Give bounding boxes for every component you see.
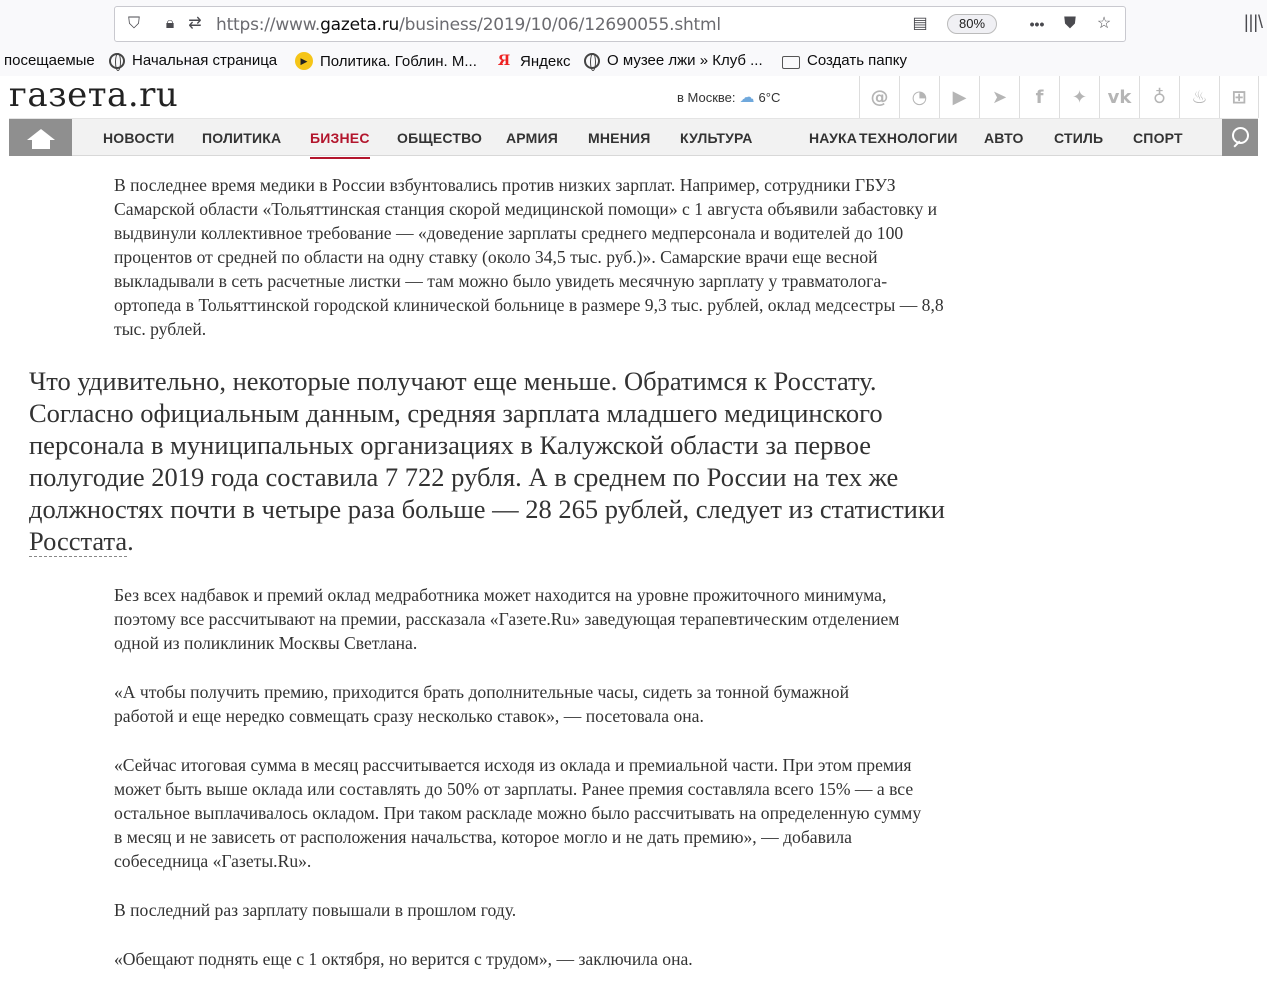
globe-icon bbox=[109, 53, 125, 69]
nav-army[interactable]: АРМИЯ bbox=[506, 130, 559, 146]
pullquote-text: Что удивительно, некоторые получают еще меньше. Обратимся к Росстату. Согласно официальным данным, средняя зарплата младшего медицинского персонала в муниципальных организациях в Калужской области за первое полугодие 2019 года составила 7 722 рубля. А в среднем по России на тех же должностях почти в четыре раза больше — 28 265 рублей, следует из статистики bbox=[29, 366, 945, 524]
rosstat-link[interactable]: Росстата bbox=[29, 526, 128, 556]
nav-business[interactable]: БИЗНЕС bbox=[310, 130, 370, 146]
bookmark-star-icon[interactable]: ☆ bbox=[1096, 15, 1112, 32]
bookmark-label: посещаемые bbox=[4, 52, 95, 69]
youtube-icon[interactable]: ▶ bbox=[939, 76, 979, 118]
weather-label: в Москве: bbox=[677, 90, 736, 105]
weather-widget[interactable] bbox=[677, 88, 780, 106]
bookmark-label: Яндекс bbox=[520, 52, 571, 70]
main-nav bbox=[9, 118, 1258, 156]
article-pullquote bbox=[29, 365, 949, 557]
cloud-icon: ☁ bbox=[739, 89, 755, 106]
nav-news[interactable]: НОВОСТИ bbox=[103, 130, 175, 146]
nav-culture[interactable]: КУЛЬТУРА bbox=[680, 130, 753, 146]
facebook-icon[interactable]: f bbox=[1019, 76, 1059, 118]
bookmark-most-visited[interactable] bbox=[4, 52, 95, 69]
odnoklassniki-icon[interactable]: ♁ bbox=[1139, 76, 1179, 118]
home-button[interactable] bbox=[9, 119, 72, 156]
search-button[interactable] bbox=[1222, 119, 1258, 156]
zoom-indicator[interactable]: 80% bbox=[947, 14, 997, 34]
article-paragraph: «Сейчас итоговая сумма в месяц рассчитывается исходя из оклада и премиальной части. При этом премия может быть выше оклада или составлять до 50% от зарплаты. Ранее премия составляла всего 15% — а все остальное выплачивалось окладом. При таком раскладе можно было рассчитывать на определенную сумму в месяц и не зависеть от расположения начальства, которое могло и не дать премию», — добавила собеседница «Газеты.Ru». bbox=[114, 755, 922, 871]
tracking-protection-icon[interactable]: ⛉ bbox=[127, 15, 140, 32]
permissions-icon[interactable]: ⇄ bbox=[188, 15, 202, 32]
nav-technology[interactable]: ТЕХНОЛОГИИ bbox=[859, 130, 958, 146]
play-icon: ▶ bbox=[295, 52, 313, 70]
bookmarks-toolbar bbox=[0, 48, 1267, 74]
nav-style[interactable]: СТИЛЬ bbox=[1054, 130, 1104, 146]
bookmark-home[interactable] bbox=[109, 52, 277, 69]
address-bar[interactable] bbox=[114, 6, 1126, 42]
plus-icon[interactable]: ⊞ bbox=[1219, 76, 1259, 118]
nav-society[interactable]: ОБЩЕСТВО bbox=[397, 130, 483, 146]
social-links bbox=[859, 76, 1259, 118]
browser-chrome bbox=[0, 0, 1267, 76]
folder-icon bbox=[782, 56, 800, 69]
rss-icon[interactable]: ◔ bbox=[899, 76, 939, 118]
page-actions-icon[interactable]: ••• bbox=[1029, 16, 1045, 32]
vk-icon[interactable]: vk bbox=[1099, 76, 1139, 118]
bookmark-label: Создать папку bbox=[807, 52, 907, 69]
bookmark-label: Политика. Гоблин. М... bbox=[320, 52, 477, 70]
pocket-icon[interactable]: ⛊ bbox=[1063, 15, 1076, 32]
bookmark-museum[interactable] bbox=[584, 52, 763, 69]
yandex-icon: Я bbox=[497, 53, 511, 69]
bookmark-label: О музее лжи » Клуб ... bbox=[607, 52, 763, 69]
site-header bbox=[0, 76, 1267, 118]
nav-politics[interactable]: ПОЛИТИКА bbox=[202, 130, 282, 146]
article-paragraph: В последний раз зарплату повышали в прошлом году. bbox=[114, 900, 517, 920]
nav-auto[interactable]: АВТО bbox=[984, 130, 1024, 146]
nav-sport[interactable]: СПОРТ bbox=[1133, 130, 1183, 146]
nav-science[interactable]: НАУКА bbox=[809, 130, 858, 146]
lock-icon[interactable]: 🔒︎ bbox=[165, 15, 175, 32]
article-paragraph: «А чтобы получить премию, приходится брать дополнительные часы, сидеть за тонной бумажной работой и еще нередко совмещать сразу несколько ставок», — посетовала она. bbox=[114, 682, 850, 726]
globe-icon bbox=[584, 53, 600, 69]
telegram-icon[interactable]: ➤ bbox=[979, 76, 1019, 118]
email-icon[interactable]: @ bbox=[859, 76, 899, 118]
article-paragraph: «Обещают поднять еще с 1 октября, но верится с трудом», — заключила она. bbox=[114, 949, 693, 969]
bookmark-new-folder[interactable] bbox=[782, 52, 907, 69]
weather-temp: 6°C bbox=[758, 90, 781, 105]
url-text[interactable]: https://www.gazeta.ru/business/2019/10/06/12690055.shtml bbox=[216, 15, 721, 35]
home-icon bbox=[27, 129, 55, 140]
flame-icon[interactable]: ♨ bbox=[1179, 76, 1219, 118]
reader-view-icon[interactable]: ▤ bbox=[912, 15, 928, 32]
nav-opinions[interactable]: МНЕНИЯ bbox=[588, 130, 651, 146]
article-paragraph: В последнее время медики в России взбунтовались против низких зарплат. Например, сотрудники ГБУЗ Самарской области «Тольяттинская станция скорой медицинской помощи» с 1 августа объявили забастовку и выдвинули коллективное требование — «доведение зарплаты среднего медперсонала и водителей до 100 процентов от средней по области на одну ставку (около 34,5 тыс. руб.)». Самарские врачи еще весной выкладывали в сеть расчетные листки — там можно было увидеть месячную зарплату у травматолога-ортопеда в Тольяттинской городской клинической больнице в размере 9,3 тыс. рублей, оклад медсестры — 8,8 тыс. рублей. bbox=[114, 175, 944, 339]
twitter-icon[interactable]: ✦ bbox=[1059, 76, 1099, 118]
bookmark-label: Начальная страница bbox=[132, 52, 278, 69]
bookmark-yandex[interactable] bbox=[495, 52, 570, 70]
site-logo[interactable]: газета.ru bbox=[9, 75, 179, 115]
article-paragraph: Без всех надбавок и премий оклад медработника может находится на уровне прожиточного минимума, поэтому все рассчитывают на премии, рассказала «Газете.Ru» заведующая терапевтическим отделением одной из поликлиник Москвы Светлана. bbox=[114, 585, 900, 653]
library-icon[interactable]: |||\ bbox=[1244, 12, 1264, 32]
pullquote-end: . bbox=[127, 526, 134, 556]
bookmark-politika[interactable] bbox=[295, 52, 477, 70]
